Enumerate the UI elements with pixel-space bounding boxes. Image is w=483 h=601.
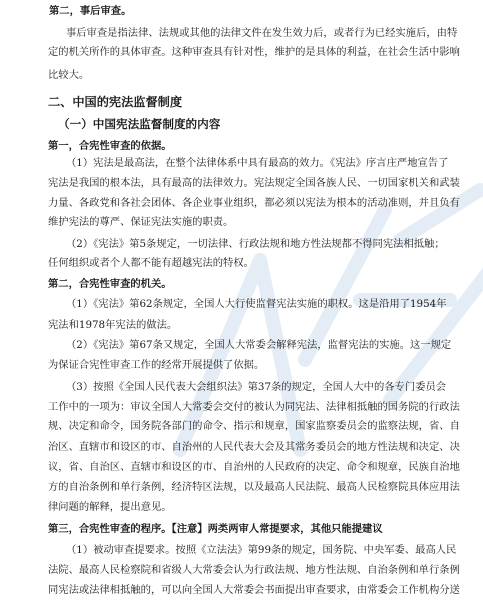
text-line-27: 法院、最高人民检察院和省级人大常委会认为行政法规、地方性法规、自治条例和单行条例 [48,564,460,576]
text-line-14: （1）《宪法》第62条规定，全国人大行使监督宪法实施的职权。这是沿用了1954年 [66,298,447,310]
text-line-20: 规、决定和命令，国务院各部门的命令、指示和规章，国家监察委员会的监察法规，省、自 [48,420,460,432]
text-line-0: 第二，事后审查。 [49,5,132,17]
section-heading: 二、中国的宪法监督制度 [48,95,183,109]
text-line-9: 力量、各政党和各社会团体、各企业事业组织，都必须以宪法为根本的活动准则，并且负有 [48,197,460,209]
text-line-13: 第二，合宪性审查的机关。 [48,278,172,290]
text-line-1: 事后审查是指法律、法规或其他的法律文件在发生效力后，或者行为已经实施后，由特 [66,27,458,39]
text-line-12: 任何组织或者个人都不能有超越宪法的特权。 [48,257,254,269]
text-line-16: （2）《宪法》第67条又规定，全国人大常委会解释宪法，监督宪法的实施。这一规定 [66,339,452,351]
text-line-21: 治区、直辖市和设区的市、自治州的人民代表大会及其常务委员会的地方性法规和决定、决 [48,441,460,453]
text-line-26: （1）被动审查提要求。按照《立法法》第99条的规定，国务院、中央军委、最高人民 [66,544,457,556]
subsection-heading: （一）中国宪法监督制度的内容 [58,117,221,131]
text-line-24: 律问题的解释，提出意见。 [48,501,172,513]
text-line-25: 第三，合宪性审查的程序。【注意】两类两审人常提要求，其他只能提建议 [48,523,383,535]
text-line-3: 比较大。 [48,69,90,81]
text-line-10: 维护宪法的尊严、保证宪法实施的职责。 [48,216,234,228]
text-line-11: （2）《宪法》第5条规定，一切法律、行政法规和地方性法规都不得同宪法相抵触； [66,238,445,250]
text-line-19: 工作中的一项为：审议全国人大常委会交付的被认为同宪法、法律相抵触的国务院的行政法 [48,401,460,413]
text-line-7: （1）宪法是最高法，在整个法律体系中具有最高的效力。《宪法》序言庄严地宣告了 [66,157,449,169]
text-line-8: 宪法是我国的根本法，具有最高的法律效力。宪法规定全国各族人民、一切国家机关和武装 [48,177,460,189]
text-line-22: 议，省、自治区、直辖市和设区的市、自治州的人民政府的决定、命令和规章，民族自治地 [48,461,460,473]
text-line-28: 同宪法或法律相抵触的，可以向全国人大常委会书面提出审查要求，由常委会工作机构分送 [48,584,460,596]
text-line-23: 方的自治条例和单行条例，经济特区法规，以及最高人民法院、最高人民检察院具体应用法 [48,481,460,493]
text-line-18: （3）按照《全国人民代表大会组织法》第37条的规定，全国人大中的各专门委员会 [66,381,447,393]
text-line-6: 第一，合宪性审查的依据。 [48,140,172,152]
text-line-15: 宪法和1978年宪法的做法。 [48,319,178,331]
text-line-17: 为保证合宪性审查工作的经常开展提供了依据。 [48,359,265,371]
text-line-2: 定的机关所作的具体审查。这种审查具有针对性，维护的是具体的利益，在社会生活中影响 [48,46,460,58]
